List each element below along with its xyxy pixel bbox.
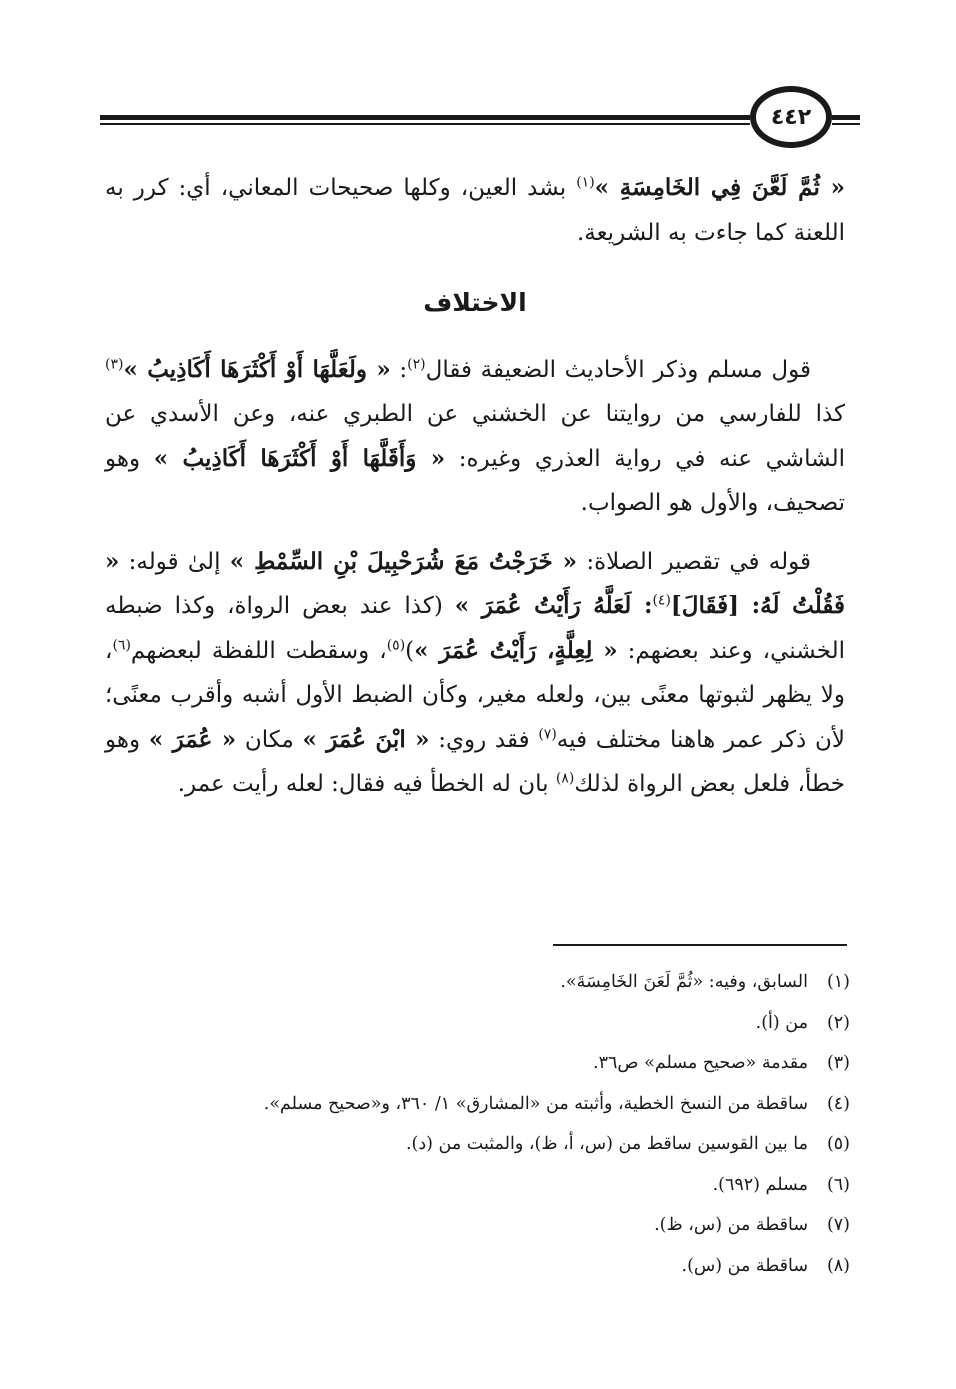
quote: « عُمَرَ » [148,725,237,753]
footnote-number: (٢) [826,1012,850,1033]
footnote-item [105,1084,850,1125]
footnote-number: (٥) [826,1134,850,1154]
quote: « لِعِلَّةٍ، رَأَيْتُ عُمَرَ » [414,636,618,664]
text: بشد العين، وكلها صحيحات المعاني، أي: كرر به اللعنة كما جاءت به الشريعة. [105,175,845,246]
footnote-ref: (٧) [538,725,557,742]
footnote-number: (٦) [826,1174,850,1195]
text: قول مسلم وذكر الأحاديث الضعيفة فقال [425,356,812,383]
footnote-item [105,1246,850,1287]
footnote-text: ساقطة من (س، ظ). [654,1215,808,1235]
main-text [105,166,845,807]
quote: « ولَعَلَّهَا أَوْ أَكْثَرَهَا أَكَاذِيبُ » [123,355,391,383]
footnote-number: (١) [826,972,850,992]
text: : [390,356,408,383]
text: قوله في تقصير الصلاة: [577,548,812,575]
footnote-number: (٤) [826,1093,850,1114]
text: ، ولا يظهر لثبوتها معنًى بين، ولعله مغير، وكأن الضبط الأول أشبه وأقرب معنًى؛ لأن ذكر عمر هاهنا مختلف فيه [105,637,845,753]
page-number: ٤٤٢ [770,104,812,130]
quote: « خَرَجْتُ مَعَ شُرَحْبِيلَ بْنِ السِّمْطِ » [229,547,578,575]
quote: « ثُمَّ لَعَّنَ فِي الخَامِسَةِ » [594,174,845,201]
paragraph-1 [105,166,845,255]
text: (كذا عند بعض الرواة، وكذا ضبطه الخشني، وعند بعضهم: [105,593,845,664]
text: وهو تصحيف، والأول هو الصواب. [105,445,845,516]
footnote-item [105,962,850,1003]
text: مكان [236,726,303,753]
footnote-ref: (٨) [555,770,575,787]
text: إلىٰ قوله: [119,548,230,575]
text: ، وسقطت اللفظة لبعضهم [130,637,387,664]
header-rule-right-thin [832,123,860,125]
footnote-item [105,1165,850,1206]
text: كذا للفارسي من روايتنا عن الخشني عن الطبري عنه، وعن الأسدي عن الشاشي عنه في رواية العذري وغيره: [105,401,845,472]
footnote-number: (٣) [826,1053,850,1073]
quote: « ابْنَ عُمَرَ » [302,725,430,753]
paragraph-2 [105,348,845,526]
footnote-text: مقدمة «صحيح مسلم» ص٣٦. [593,1053,808,1073]
footnote-text: ساقطة من (س). [681,1255,808,1276]
header-rule-thick [100,115,750,120]
footnote-text: مسلم (٦٩٢). [712,1174,808,1195]
footnote-number: (٨) [826,1255,850,1276]
header-rule-right-thick [832,115,860,120]
page-header [100,78,860,138]
text: ) [405,637,415,664]
footnote-separator [553,944,847,946]
footnote-ref: (٤) [652,592,671,609]
footnote-text: من (أ). [755,1012,808,1033]
page-number-badge [750,86,832,148]
footnote-ref: (٢) [407,355,426,372]
footnotes [105,962,850,1286]
text: فقد روي: [429,726,539,753]
quote: « وَأَقَلَّهَا أَوْ أَكْثَرَهَا أَكَاذِيبُ » [153,444,446,472]
footnote-item [105,1043,850,1084]
footnote-text: ساقطة من النسخ الخطية، وأثبته من «المشارق» ١/ ٣٦٠، و«صحيح مسلم». [263,1093,808,1114]
footnote-item [105,1124,850,1165]
footnote-item [105,1205,850,1246]
text: بان له الخطأ فيه فقال: لعله رأيت عمر. [177,771,556,797]
header-rule-thin [100,123,750,125]
text: وهو خطأ، فلعل بعض الرواة لذلك [105,726,845,797]
footnote-text: ما بين القوسين ساقط من (س، أ، ظ)، والمثبت من (د). [405,1134,808,1154]
footnote-ref: (٣) [105,355,124,372]
quote: : لَعَلَّهُ رَأَيْتُ عُمَرَ » [454,592,653,619]
footnote-ref: (١) [576,174,595,191]
quote: « فَقُلْتُ لَهُ: [فَقَالَ] [105,547,845,619]
paragraph-spacer [105,526,845,540]
section-title: الاختلاف [423,288,527,317]
footnote-text: السابق، وفيه: «ثُمَّ لَعَنَ الخَامِسَةَ». [560,972,808,992]
paragraph-3 [105,540,845,807]
footnote-ref: (٥) [386,636,406,653]
footnote-number: (٧) [826,1215,850,1235]
footnote-ref: (٦) [112,636,131,653]
footnote-item [105,1003,850,1044]
